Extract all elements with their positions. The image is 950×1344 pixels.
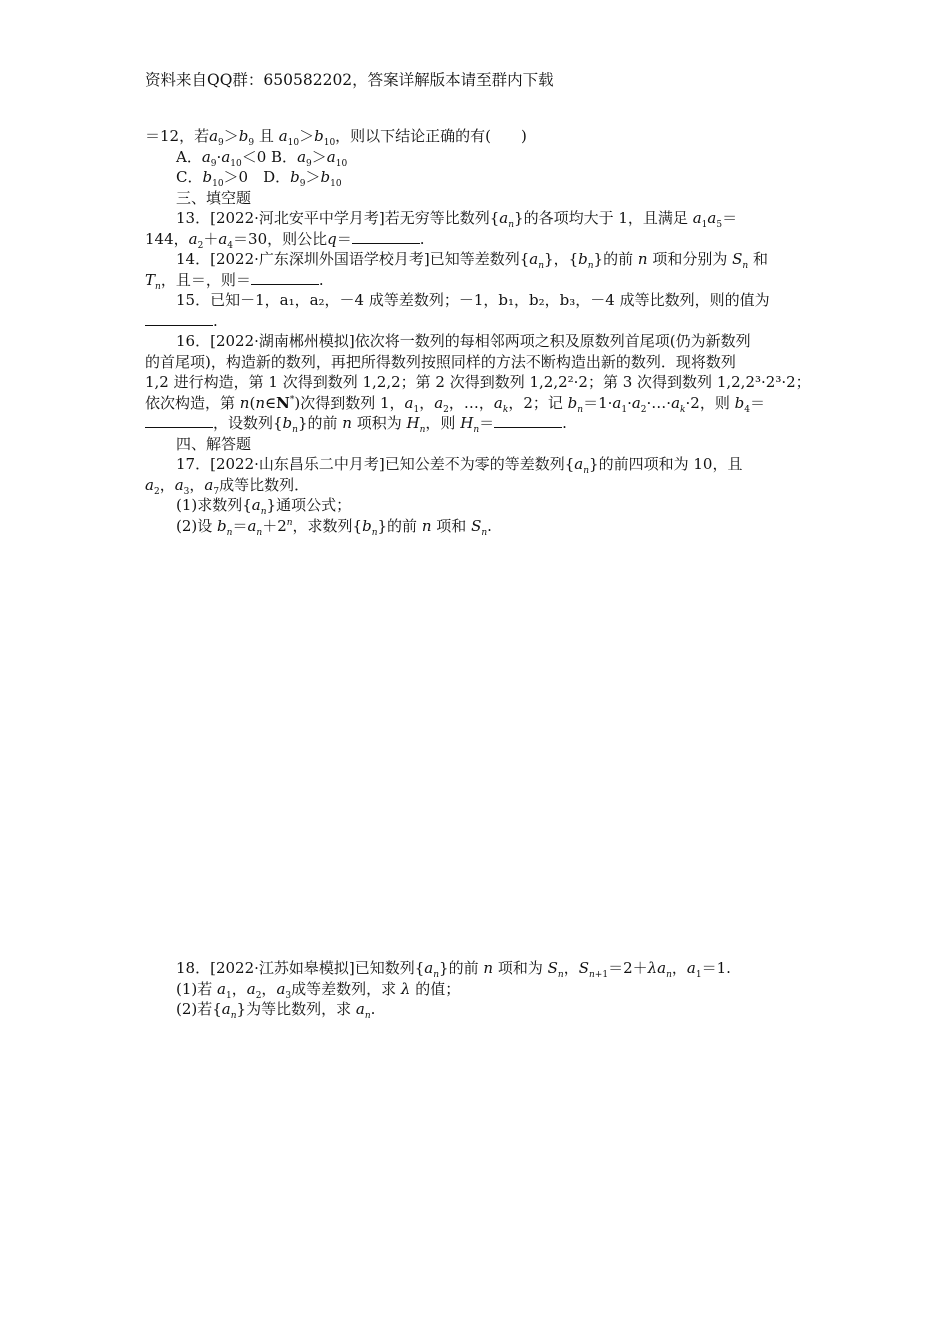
question-14: 14．[2022·广东深圳外国语学校月考]已知等差数列$\{a_n\}$，$\{b_n\}$的前 n 项和分别为 $S_n$ 和 $T_n$，且＝，则＝ . (145, 250, 768, 292)
question-18: 18．[2022·江苏如皋模拟]已知数列$\{a_n\}$的前 n 项和为 $S_n$，$S_{n+1}=2+\lambda a_n$，$a_1=1$. (1)若 $a_1$，$a_2$，$a_3$成等差数列，求 λ 的值； (2)若$\{a_n\}$为等比数列，求 $a_n$. (176, 959, 731, 1022)
question-15: 15．已知－1，a₁，a₂，－4 成等差数列；－1，b₁，b₂，b₃，－4 成等比数列，则的值为 . (145, 290, 807, 331)
answer-blank[interactable] (145, 312, 213, 326)
answer-blank[interactable] (251, 271, 319, 285)
answer-blank[interactable] (352, 230, 420, 244)
answer-blank[interactable] (494, 414, 562, 428)
question-17: 17．[2022·山东昌乐二中月考]已知公差不为零的等差数列$\{a_n\}$的前四项和为 10，且 $a_2$，$a_3$，$a_7$成等比数列． (1)求数列$\{a_n\}$通项公式； (2)设 $b_n=a_n+2^n$，求数列$\{b_n\}$的前 n 项和 $S_n$. (145, 455, 743, 538)
answer-blank[interactable] (145, 414, 213, 428)
question-12-options-ab: A．$a_9\cdot a_{10}<0$ B．$a_9>a_{10}$ (176, 147, 348, 169)
question-12-options-cd: C．$b_{10}>0$ D．$b_9>b_{10}$ (176, 168, 342, 190)
page-header: 资料来自QQ群：650582202，答案详解版本请至群内下载 (145, 71, 554, 89)
section-heading-fill-blank: 三、填空题 (176, 188, 252, 207)
question-12-stem: ＝12，若$a_9>b_9$ 且 $a_{10}>b_{10}$，则以下结论正确的有( ) (145, 127, 527, 148)
section-heading-answer: 四、解答题 (176, 434, 252, 453)
question-12 (145, 126, 807, 208)
question-13: 13．[2022·河北安平中学月考]若无穷等比数列$\{a_n\}$的各项均大于 1，且满足 $a_1a_5=$ 144，$a_2+a_4=30$，则公比q＝ . (145, 209, 738, 251)
question-16: 16．[2022·湖南郴州模拟]依次将一数列的每相邻两项之积及原数列首尾项(仍为新数列 的首尾项)，构造新的数列，再把所得数列按照同样的方法不断构造出新的数列．现将数列 1,2 进行构造，第 1 次得到数列 1,2,2；第 2 次得到数列 1,2,2²·2；第 3 次得到数列 1,2,2³·2³·2； 依次构造，第 n(n∈N*)次得到数列 1，$a_1$，$a_2$，…，$a_k$，2；记 $b_n=1\cdot a_1\cdot a_2\cdot\dots\cdot a_k\cdot 2$，则 $b_4=$ ，设数列$\{b_n\}$的前 n 项积为 $H_n$，则 $H_n=$ . 四、解答题 (145, 332, 811, 453)
